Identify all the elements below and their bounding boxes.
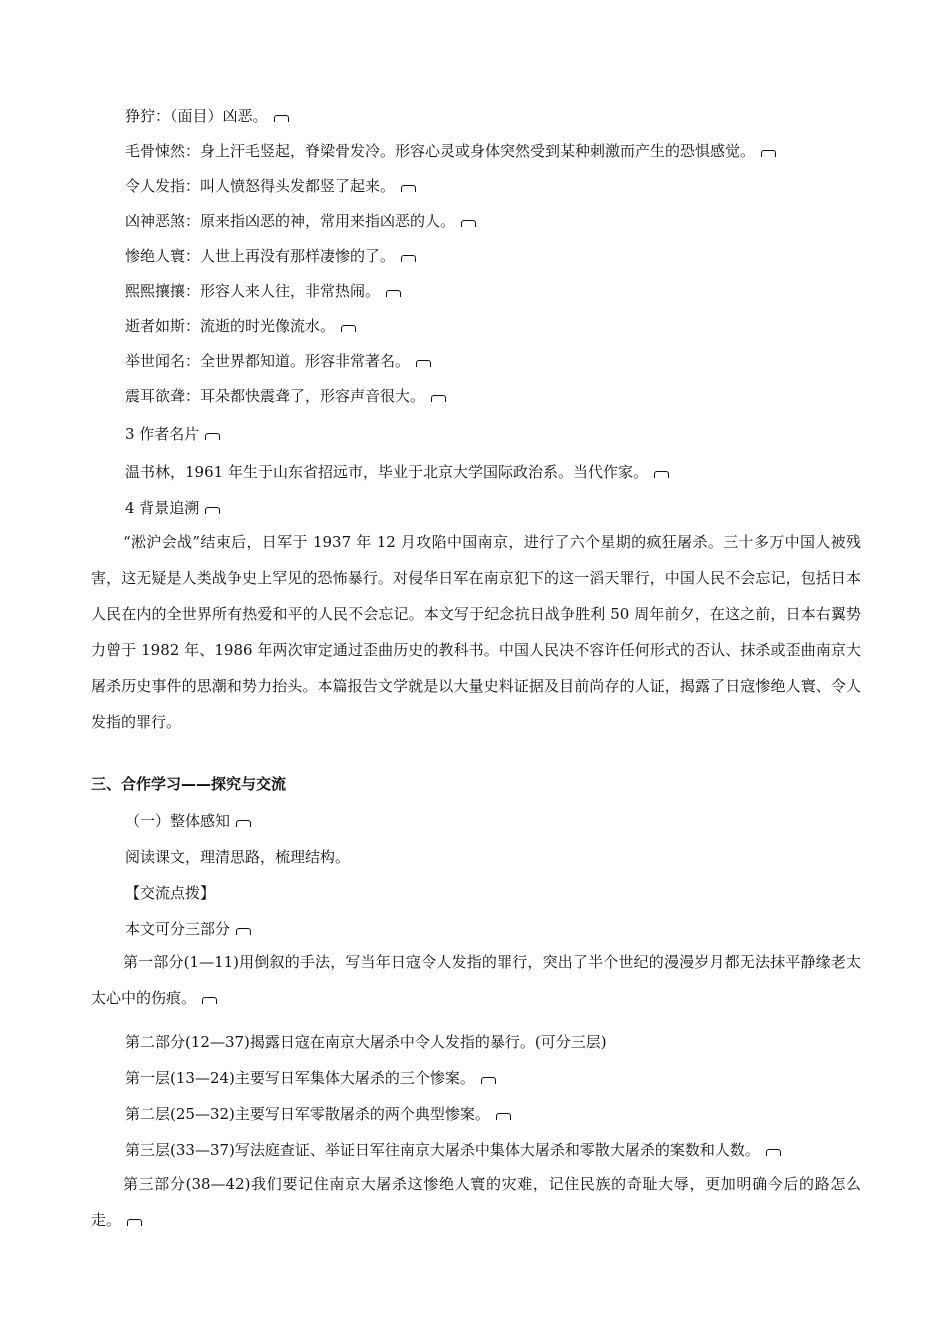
paragraph-mark-icon bbox=[654, 471, 669, 478]
background-paragraph: “淞沪会战”结束后，日军于 1937 年 12 月攻陷中国南京，进行了六个星期的疯狂屠杀。三十多万中国人被残害，这无疑是人类战争史上罕见的恐怖暴行。对侵华日军在南京犯下的这一滔天罪行，中国人民不会忘记，包括日本人民在内的全世界所有热爱和平的人民不会忘记。本文写于纪念抗日战争胜利 50 周年前夕，在这之前，日本右翼势力曾于 1982 年、1986 年两次审定通过歪曲历史的教科书。中国人民决不容许任何形式的否认、抹杀或歪曲南京大屠杀历史事件的思潮和势力抬头。本篇报告文学就是以大量史料证据及目前尚存的人证，揭露了日寇惨绝人寰、令人发指的罪行。 bbox=[91, 533, 861, 731]
heading-text: 3 作者名片 bbox=[125, 425, 200, 443]
part3-paragraph bbox=[91, 1166, 861, 1238]
heading-text: 4 背景追溯 bbox=[125, 499, 200, 517]
vocab-item bbox=[125, 316, 356, 336]
paragraph-mark-icon bbox=[461, 220, 476, 227]
paragraph-mark-icon bbox=[481, 1077, 496, 1084]
part3-text: 第三部分(38—42)我们要记住南京大屠杀这惨绝人寰的灾难，记住民族的奇耻大辱，更加明确今后的路怎么走。 bbox=[91, 1175, 861, 1229]
vocab-text: 熙熙攘攘：形容人来人往，非常热闹。 bbox=[125, 282, 381, 300]
paragraph-mark-icon bbox=[416, 360, 431, 367]
paragraph-mark-icon bbox=[236, 928, 251, 935]
vocab-item bbox=[125, 106, 289, 126]
vocab-item bbox=[125, 211, 476, 231]
vocab-item bbox=[125, 281, 401, 301]
layer1-line bbox=[125, 1068, 496, 1088]
vocab-item bbox=[125, 386, 446, 406]
layer2-line bbox=[125, 1104, 511, 1124]
vocab-text: 逝者如斯：流逝的时光像流水。 bbox=[125, 317, 336, 335]
vocab-text: 举世闻名：全世界都知道。形容非常著名。 bbox=[125, 352, 411, 370]
vocab-text: 毛骨悚然：身上汗毛竖起，脊梁骨发冷。形容心灵或身体突然受到某种刺激而产生的恐惧感觉。 bbox=[125, 142, 756, 160]
part1-text: 第一部分(1—11)用倒叙的手法，写当年日寇令人发指的罪行，突出了半个世纪的漫漫岁月都无法抹平静缘老太太心中的伤痕。 bbox=[91, 953, 861, 1007]
paragraph-mark-icon bbox=[202, 997, 217, 1004]
paragraph-mark-icon bbox=[766, 1149, 781, 1156]
vocab-item bbox=[125, 176, 416, 196]
vocab-item bbox=[125, 351, 431, 371]
vocab-text: 凶神恶煞：原来指凶恶的神，常用来指凶恶的人。 bbox=[125, 212, 456, 230]
parts-intro bbox=[125, 919, 251, 939]
paragraph-mark-icon bbox=[401, 185, 416, 192]
paragraph-mark-icon bbox=[761, 150, 776, 157]
part1-paragraph bbox=[91, 944, 861, 1016]
layer3-line bbox=[125, 1140, 781, 1160]
vocab-text: 令人发指：叫人愤怒得头发都竖了起来。 bbox=[125, 177, 396, 195]
paragraph-mark-icon bbox=[205, 433, 220, 440]
author-info bbox=[125, 462, 669, 482]
paragraph-mark-icon bbox=[236, 820, 251, 827]
section-heading: 三、合作学习——探究与交流 bbox=[91, 775, 287, 793]
paragraph-mark-icon bbox=[341, 325, 356, 332]
vocab-text: 狰狞：（面目）凶恶。 bbox=[125, 107, 268, 125]
layer-text: 第二层(25—32)主要写日军零散屠杀的两个典型惨案。 bbox=[125, 1105, 490, 1123]
paragraph-mark-icon bbox=[401, 255, 416, 262]
layer-text: 第一层(13—24)主要写日军集体大屠杀的三个惨案。 bbox=[125, 1069, 475, 1087]
vocab-text: 震耳欲聋：耳朵都快震聋了，形容声音很大。 bbox=[125, 387, 426, 405]
paragraph-mark-icon bbox=[205, 507, 220, 514]
parts-text: 本文可分三部分 bbox=[125, 920, 231, 938]
vocab-item bbox=[125, 246, 416, 266]
author-card-heading bbox=[125, 424, 220, 444]
background-heading bbox=[125, 498, 220, 518]
task-text: 阅读课文，理清思路，梳理结构。 bbox=[125, 848, 351, 866]
vocab-text: 惨绝人寰：人世上再没有那样凄惨的了。 bbox=[125, 247, 396, 265]
paragraph-mark-icon bbox=[386, 290, 401, 297]
tip-label: 【交流点拨】 bbox=[125, 884, 216, 902]
paragraph-mark-icon bbox=[496, 1113, 511, 1120]
subsection-text: （一）整体感知 bbox=[125, 812, 231, 830]
subsection-label bbox=[125, 811, 251, 831]
author-text: 温书林，1961 年生于山东省招远市，毕业于北京大学国际政治系。当代作家。 bbox=[125, 463, 648, 481]
paragraph-mark-icon bbox=[431, 395, 446, 402]
part2-line: 第二部分(12—37)揭露日寇在南京大屠杀中令人发指的暴行。(可分三层) bbox=[125, 1033, 607, 1051]
vocab-item bbox=[125, 141, 776, 161]
paragraph-mark-icon bbox=[127, 1219, 142, 1226]
layer-text: 第三层(33—37)写法庭查证、举证日军往南京大屠杀中集体大屠杀和零散大屠杀的案数和人数。 bbox=[125, 1141, 760, 1159]
paragraph-mark-icon bbox=[274, 115, 289, 122]
